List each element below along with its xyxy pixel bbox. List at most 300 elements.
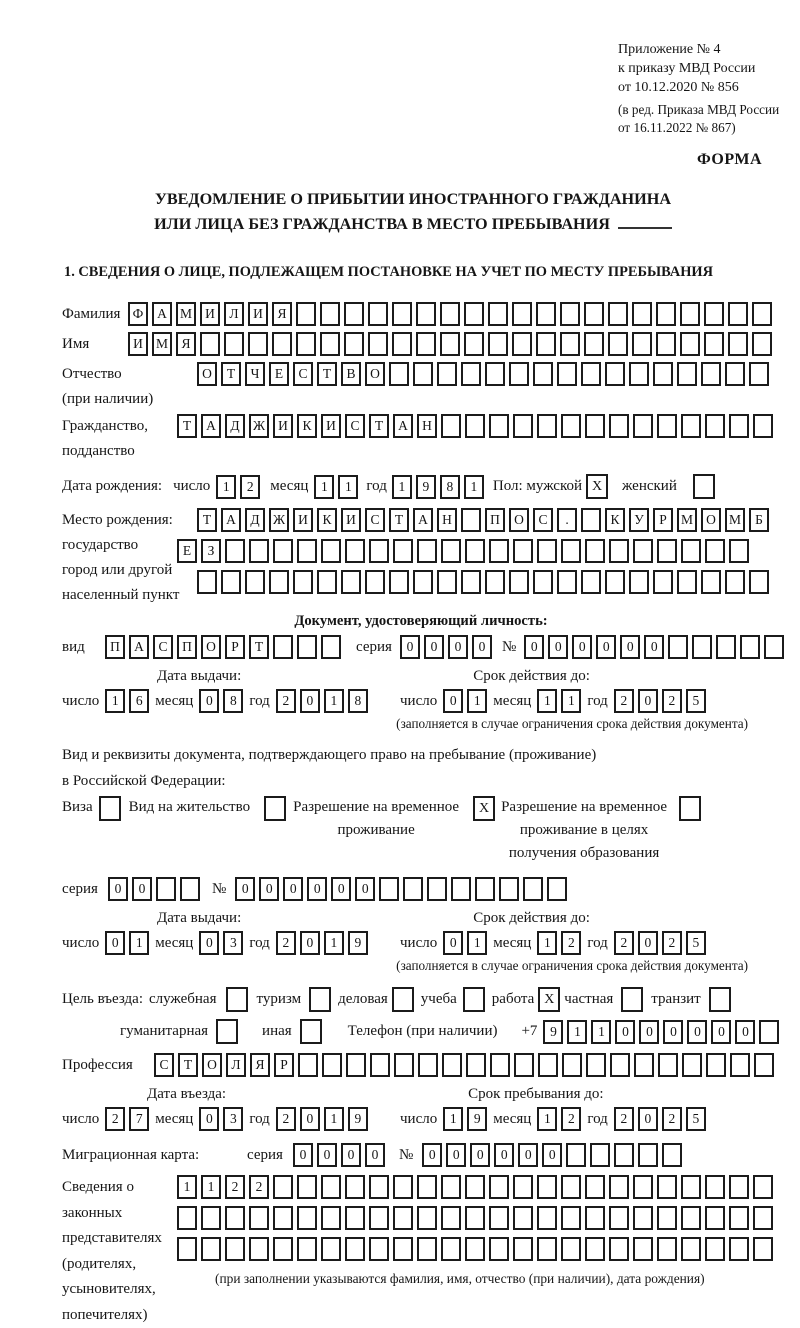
char-cell[interactable] [370,1053,390,1077]
char-cell[interactable]: 3 [223,931,243,955]
char-cell[interactable] [681,1237,701,1261]
char-cell[interactable] [320,332,340,356]
birth-place-boxes-row2[interactable] [177,539,769,563]
char-cell[interactable] [632,332,652,356]
char-cell[interactable]: Н [437,508,457,532]
char-cell[interactable] [416,302,436,326]
char-cell[interactable] [225,1206,245,1230]
char-cell[interactable]: 0 [524,635,544,659]
stay-month-boxes[interactable] [537,1107,581,1131]
char-cell[interactable] [393,539,413,563]
char-cell[interactable] [680,302,700,326]
char-cell[interactable]: А [221,508,241,532]
char-cell[interactable] [485,570,505,594]
char-cell[interactable]: 0 [331,877,351,901]
id-number-boxes[interactable] [524,635,784,659]
char-cell[interactable]: 9 [543,1020,563,1044]
char-cell[interactable] [668,635,688,659]
char-cell[interactable] [634,1053,654,1077]
char-cell[interactable] [759,1020,779,1044]
char-cell[interactable] [729,1206,749,1230]
char-cell[interactable] [440,302,460,326]
id-issue-day-boxes[interactable] [105,689,149,713]
char-cell[interactable]: 1 [467,931,487,955]
char-cell[interactable]: И [293,508,313,532]
char-cell[interactable] [657,539,677,563]
char-cell[interactable] [681,539,701,563]
entry-day-boxes[interactable] [105,1107,149,1131]
char-cell[interactable]: 2 [276,931,296,955]
char-cell[interactable] [533,362,553,386]
char-cell[interactable] [729,539,749,563]
char-cell[interactable]: Я [272,302,292,326]
char-cell[interactable]: 1 [324,931,344,955]
char-cell[interactable]: С [345,414,365,438]
char-cell[interactable] [345,1206,365,1230]
char-cell[interactable] [523,877,543,901]
char-cell[interactable]: 0 [259,877,279,901]
char-cell[interactable] [537,1175,557,1199]
char-cell[interactable] [608,332,628,356]
char-cell[interactable] [560,302,580,326]
char-cell[interactable]: 1 [537,689,557,713]
name-boxes[interactable] [128,332,772,356]
char-cell[interactable]: 2 [662,1107,682,1131]
char-cell[interactable] [561,1237,581,1261]
char-cell[interactable]: 0 [663,1020,683,1044]
char-cell[interactable] [704,302,724,326]
char-cell[interactable] [297,539,317,563]
char-cell[interactable] [389,570,409,594]
char-cell[interactable]: О [201,635,221,659]
res-issue-month-boxes[interactable] [199,931,243,955]
char-cell[interactable] [581,362,601,386]
char-cell[interactable] [272,332,292,356]
char-cell[interactable]: 1 [464,475,484,499]
char-cell[interactable] [764,635,784,659]
char-cell[interactable] [417,1237,437,1261]
char-cell[interactable] [489,1175,509,1199]
char-cell[interactable] [728,332,748,356]
char-cell[interactable] [680,332,700,356]
char-cell[interactable] [609,539,629,563]
char-cell[interactable] [225,1237,245,1261]
char-cell[interactable] [753,1206,773,1230]
char-cell[interactable]: Я [250,1053,270,1077]
char-cell[interactable] [701,362,721,386]
char-cell[interactable] [561,1175,581,1199]
char-cell[interactable]: 8 [223,689,243,713]
char-cell[interactable] [657,1175,677,1199]
char-cell[interactable] [633,414,653,438]
char-cell[interactable] [740,635,760,659]
char-cell[interactable]: 2 [561,931,581,955]
char-cell[interactable]: 0 [494,1143,514,1167]
char-cell[interactable] [585,414,605,438]
char-cell[interactable]: 8 [440,475,460,499]
char-cell[interactable] [706,1053,726,1077]
char-cell[interactable] [538,1053,558,1077]
char-cell[interactable]: 5 [686,689,706,713]
char-cell[interactable]: 2 [105,1107,125,1131]
char-cell[interactable] [320,302,340,326]
char-cell[interactable] [682,1053,702,1077]
char-cell[interactable]: О [701,508,721,532]
char-cell[interactable]: Б [749,508,769,532]
char-cell[interactable] [730,1053,750,1077]
char-cell[interactable] [464,332,484,356]
char-cell[interactable] [322,1053,342,1077]
char-cell[interactable] [489,1206,509,1230]
purpose-transit-checkbox[interactable] [709,987,731,1012]
char-cell[interactable] [297,635,317,659]
char-cell[interactable]: 0 [548,635,568,659]
char-cell[interactable] [605,570,625,594]
char-cell[interactable]: 1 [177,1175,197,1199]
char-cell[interactable]: 1 [561,689,581,713]
char-cell[interactable]: 2 [276,1107,296,1131]
char-cell[interactable]: 0 [355,877,375,901]
char-cell[interactable]: 0 [105,931,125,955]
char-cell[interactable] [584,332,604,356]
char-cell[interactable]: И [128,332,148,356]
char-cell[interactable] [614,1143,634,1167]
char-cell[interactable] [321,1237,341,1261]
char-cell[interactable] [537,539,557,563]
char-cell[interactable]: 0 [199,1107,219,1131]
res-issue-year-boxes[interactable] [276,931,368,955]
char-cell[interactable] [394,1053,414,1077]
res-valid-year-boxes[interactable] [614,931,706,955]
char-cell[interactable]: 0 [446,1143,466,1167]
char-cell[interactable] [609,1237,629,1261]
birth-day-boxes[interactable] [216,475,260,499]
char-cell[interactable]: 0 [687,1020,707,1044]
char-cell[interactable]: Е [177,539,197,563]
char-cell[interactable] [200,332,220,356]
char-cell[interactable] [345,1237,365,1261]
char-cell[interactable] [224,332,244,356]
char-cell[interactable] [321,539,341,563]
char-cell[interactable] [752,332,772,356]
res-valid-day-boxes[interactable] [443,931,487,955]
purpose-work-checkbox[interactable]: X [538,987,560,1012]
entry-year-boxes[interactable] [276,1107,368,1131]
char-cell[interactable] [609,414,629,438]
char-cell[interactable] [633,1175,653,1199]
migration-number-boxes[interactable] [422,1143,682,1167]
char-cell[interactable] [249,539,269,563]
char-cell[interactable] [465,539,485,563]
char-cell[interactable] [466,1053,486,1077]
char-cell[interactable] [297,1237,317,1261]
char-cell[interactable]: 0 [341,1143,361,1167]
char-cell[interactable] [566,1143,586,1167]
char-cell[interactable] [749,570,769,594]
char-cell[interactable] [513,1175,533,1199]
char-cell[interactable] [441,1237,461,1261]
char-cell[interactable] [273,539,293,563]
char-cell[interactable] [393,1175,413,1199]
char-cell[interactable]: 7 [129,1107,149,1131]
surname-boxes[interactable] [128,302,772,326]
char-cell[interactable]: 9 [348,931,368,955]
id-issue-month-boxes[interactable] [199,689,243,713]
char-cell[interactable]: К [317,508,337,532]
char-cell[interactable] [368,332,388,356]
char-cell[interactable] [464,302,484,326]
char-cell[interactable]: П [177,635,197,659]
char-cell[interactable] [413,570,433,594]
char-cell[interactable] [379,877,399,901]
char-cell[interactable] [728,302,748,326]
char-cell[interactable] [536,302,556,326]
char-cell[interactable]: 0 [638,689,658,713]
char-cell[interactable]: А [413,508,433,532]
char-cell[interactable] [417,1206,437,1230]
char-cell[interactable]: Р [653,508,673,532]
char-cell[interactable] [749,362,769,386]
char-cell[interactable] [677,570,697,594]
char-cell[interactable] [298,1053,318,1077]
char-cell[interactable]: А [201,414,221,438]
entry-month-boxes[interactable] [199,1107,243,1131]
char-cell[interactable]: 0 [615,1020,635,1044]
char-cell[interactable]: Т [249,635,269,659]
char-cell[interactable]: 1 [201,1175,221,1199]
char-cell[interactable] [499,877,519,901]
char-cell[interactable]: 0 [424,635,444,659]
char-cell[interactable] [441,1206,461,1230]
char-cell[interactable] [605,362,625,386]
char-cell[interactable] [681,1175,701,1199]
char-cell[interactable] [512,302,532,326]
char-cell[interactable]: Т [369,414,389,438]
char-cell[interactable]: 0 [443,931,463,955]
char-cell[interactable] [657,1206,677,1230]
char-cell[interactable]: 0 [470,1143,490,1167]
char-cell[interactable]: 0 [638,931,658,955]
char-cell[interactable]: . [557,508,577,532]
birth-month-boxes[interactable] [314,475,358,499]
char-cell[interactable]: 0 [400,635,420,659]
char-cell[interactable]: 2 [614,689,634,713]
char-cell[interactable]: 1 [338,475,358,499]
char-cell[interactable]: Р [274,1053,294,1077]
stay-year-boxes[interactable] [614,1107,706,1131]
char-cell[interactable] [293,570,313,594]
char-cell[interactable] [413,362,433,386]
char-cell[interactable] [201,1237,221,1261]
res-series-boxes[interactable] [108,877,200,901]
char-cell[interactable]: 0 [542,1143,562,1167]
char-cell[interactable] [488,332,508,356]
char-cell[interactable]: 1 [443,1107,463,1131]
char-cell[interactable] [221,570,241,594]
char-cell[interactable] [465,414,485,438]
char-cell[interactable]: 9 [467,1107,487,1131]
char-cell[interactable] [537,1206,557,1230]
char-cell[interactable]: Л [224,302,244,326]
char-cell[interactable]: М [677,508,697,532]
char-cell[interactable] [321,635,341,659]
char-cell[interactable] [729,414,749,438]
char-cell[interactable] [705,1237,725,1261]
char-cell[interactable] [249,1237,269,1261]
char-cell[interactable]: 0 [443,689,463,713]
char-cell[interactable] [341,570,361,594]
char-cell[interactable] [753,414,773,438]
char-cell[interactable] [653,362,673,386]
char-cell[interactable]: С [533,508,553,532]
char-cell[interactable]: 5 [686,1107,706,1131]
char-cell[interactable]: О [197,362,217,386]
char-cell[interactable]: 1 [537,931,557,955]
char-cell[interactable]: 0 [307,877,327,901]
temp-residence-edu-checkbox[interactable] [679,796,701,821]
char-cell[interactable] [633,1206,653,1230]
char-cell[interactable] [512,332,532,356]
char-cell[interactable]: С [154,1053,174,1077]
char-cell[interactable]: 9 [416,475,436,499]
char-cell[interactable]: 0 [317,1143,337,1167]
char-cell[interactable] [638,1143,658,1167]
char-cell[interactable]: А [129,635,149,659]
id-series-boxes[interactable] [400,635,492,659]
char-cell[interactable] [269,570,289,594]
char-cell[interactable] [629,362,649,386]
char-cell[interactable]: 0 [300,689,320,713]
sex-female-checkbox[interactable] [693,474,715,499]
char-cell[interactable] [752,302,772,326]
char-cell[interactable]: 0 [596,635,616,659]
char-cell[interactable] [441,1175,461,1199]
char-cell[interactable] [692,635,712,659]
char-cell[interactable]: 1 [392,475,412,499]
char-cell[interactable] [297,1206,317,1230]
char-cell[interactable]: И [341,508,361,532]
char-cell[interactable]: 1 [105,689,125,713]
char-cell[interactable] [725,362,745,386]
char-cell[interactable] [201,1206,221,1230]
char-cell[interactable] [513,414,533,438]
char-cell[interactable] [657,1237,677,1261]
id-valid-month-boxes[interactable] [537,689,581,713]
char-cell[interactable] [585,539,605,563]
char-cell[interactable] [633,1237,653,1261]
char-cell[interactable]: 2 [614,931,634,955]
char-cell[interactable] [547,877,567,901]
char-cell[interactable] [513,1237,533,1261]
char-cell[interactable]: 2 [249,1175,269,1199]
profession-boxes[interactable] [154,1053,774,1077]
char-cell[interactable]: Я [176,332,196,356]
char-cell[interactable] [681,414,701,438]
char-cell[interactable] [273,1175,293,1199]
char-cell[interactable] [488,302,508,326]
char-cell[interactable] [704,332,724,356]
char-cell[interactable] [437,362,457,386]
purpose-other-checkbox[interactable] [300,1019,322,1044]
char-cell[interactable] [658,1053,678,1077]
char-cell[interactable] [561,539,581,563]
char-cell[interactable]: Т [177,414,197,438]
id-valid-day-boxes[interactable] [443,689,487,713]
char-cell[interactable] [705,539,725,563]
char-cell[interactable] [677,362,697,386]
char-cell[interactable] [461,570,481,594]
char-cell[interactable] [393,1237,413,1261]
char-cell[interactable] [585,1175,605,1199]
char-cell[interactable]: Ж [269,508,289,532]
char-cell[interactable]: И [321,414,341,438]
char-cell[interactable]: М [176,302,196,326]
char-cell[interactable]: Д [225,414,245,438]
char-cell[interactable] [475,877,495,901]
sex-male-checkbox[interactable]: X [586,474,608,499]
char-cell[interactable]: 3 [223,1107,243,1131]
char-cell[interactable]: М [152,332,172,356]
char-cell[interactable]: 6 [129,689,149,713]
char-cell[interactable]: Ж [249,414,269,438]
birth-place-boxes-row3[interactable] [197,570,769,594]
char-cell[interactable] [321,1206,341,1230]
char-cell[interactable] [662,1143,682,1167]
char-cell[interactable] [705,1175,725,1199]
char-cell[interactable] [629,570,649,594]
char-cell[interactable] [657,414,677,438]
char-cell[interactable] [465,1237,485,1261]
char-cell[interactable]: 0 [448,635,468,659]
char-cell[interactable]: С [365,508,385,532]
purpose-tourism-checkbox[interactable] [309,987,331,1012]
char-cell[interactable] [345,539,365,563]
char-cell[interactable] [533,570,553,594]
char-cell[interactable]: 1 [314,475,334,499]
char-cell[interactable]: 0 [422,1143,442,1167]
char-cell[interactable]: 0 [132,877,152,901]
char-cell[interactable] [392,332,412,356]
char-cell[interactable] [754,1053,774,1077]
char-cell[interactable] [156,877,176,901]
char-cell[interactable] [180,877,200,901]
representatives-boxes-row2[interactable] [177,1206,773,1230]
char-cell[interactable]: 2 [561,1107,581,1131]
char-cell[interactable]: 8 [348,689,368,713]
char-cell[interactable]: 2 [240,475,260,499]
char-cell[interactable] [273,1237,293,1261]
char-cell[interactable] [418,1053,438,1077]
char-cell[interactable] [581,570,601,594]
char-cell[interactable]: И [273,414,293,438]
id-valid-year-boxes[interactable] [614,689,706,713]
char-cell[interactable]: 0 [735,1020,755,1044]
char-cell[interactable] [653,570,673,594]
char-cell[interactable]: И [200,302,220,326]
char-cell[interactable] [489,539,509,563]
char-cell[interactable]: О [509,508,529,532]
char-cell[interactable]: 0 [472,635,492,659]
char-cell[interactable] [509,362,529,386]
char-cell[interactable] [365,570,385,594]
res-valid-month-boxes[interactable] [537,931,581,955]
visa-checkbox[interactable] [99,796,121,821]
char-cell[interactable] [753,1175,773,1199]
char-cell[interactable]: У [629,508,649,532]
char-cell[interactable] [417,1175,437,1199]
char-cell[interactable]: 1 [591,1020,611,1044]
char-cell[interactable] [514,1053,534,1077]
